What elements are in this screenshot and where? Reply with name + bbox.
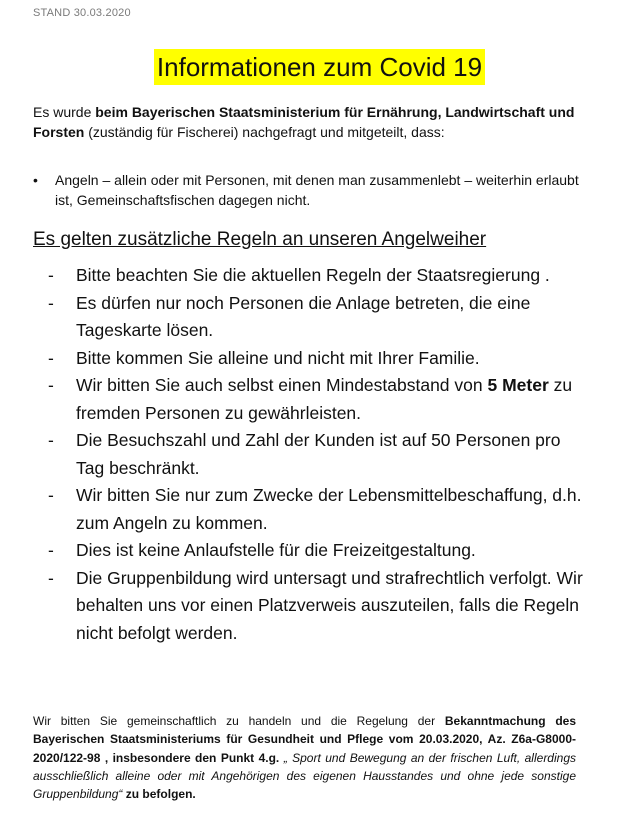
rule-text: Dies ist keine Anlaufstelle für die Freizeitgestaltung. (76, 540, 476, 560)
footer-regulation-reference: Bekanntmachung des Bayerischen Staatsministeriums für Gesundheit und Pflege vom 20.03.2020, Az. Z6a-G8000-2020/122-98 , insbesondere den Punkt 4.g. (33, 714, 577, 765)
rule-distance-bold: 5 Meter (487, 375, 549, 395)
bullet-marker: • (33, 172, 38, 188)
rule-item (48, 262, 588, 290)
rule-item (48, 290, 588, 345)
rule-dash: - (48, 375, 54, 395)
rule-dash: - (48, 485, 54, 505)
rule-item (48, 372, 588, 427)
rule-dash: - (48, 292, 54, 313)
rule-dash: - (48, 265, 54, 285)
intro-text-end: (zuständig für Fischerei) nachgefragt und mitgeteilt, dass: (84, 124, 445, 140)
footer-paragraph (33, 712, 576, 803)
intro-ministry-name: beim Bayerischen Staatsministerium für Ernährung, Landwirtschaft und Forsten (33, 104, 575, 140)
rule-item (48, 427, 588, 482)
rule-dash: - (48, 347, 54, 368)
rule-text: Bitte kommen Sie alleine und nicht mit Ihrer Familie. (76, 347, 480, 368)
rule-dash: - (48, 540, 54, 560)
rule-text-part: zu fremden Personen zu gewährleisten. (76, 375, 573, 423)
rule-item (48, 565, 588, 648)
page-title: Informationen zum Covid 19 (154, 49, 485, 85)
rule-item (48, 482, 588, 537)
rule-text: Es dürfen nur noch Personen die Anlage betreten, die eine Tageskarte lösen. (76, 292, 531, 340)
rule-text: Bitte beachten Sie die aktuellen Regeln der Staatsregierung . (76, 265, 550, 285)
bullet-item (33, 170, 593, 210)
footer-text-start: Wir bitten Sie gemeinschaftlich zu handeln und die Regelung der (33, 714, 445, 728)
rule-text: Die Besuchszahl und Zahl der Kunden ist auf 50 Personen pro Tag beschränkt. (76, 430, 561, 478)
intro-text-start: Es wurde (33, 104, 96, 120)
rule-item (48, 345, 588, 373)
footer-text-end: zu befolgen. (122, 787, 196, 802)
rule-dash: - (48, 567, 54, 588)
rule-item (48, 537, 588, 565)
bullet-text: Angeln – allein oder mit Personen, mit denen man zusammenlebt – weiterhin erlaubt ist, Gemeinschaftsfischen dagegen nicht. (55, 172, 579, 208)
stand-date: STAND 30.03.2020 (33, 7, 131, 19)
rule-text: Wir bitten Sie nur zum Zwecke der Lebensmittelbeschaffung, d.h. zum Angeln zu kommen. (76, 485, 582, 533)
rules-heading: Es gelten zusätzliche Regeln an unseren Angelweiher (33, 229, 487, 250)
rule-dash: - (48, 430, 54, 450)
footer-quote: „ Sport und Bewegung an der frischen Luft, allerdings ausschließlich alleine oder mit Angehörigen des eigenen Hausstandes und ohne jede sonstige Gruppenbildung“ (33, 750, 576, 802)
rule-text: Die Gruppenbildung wird untersagt und strafrechtlich verfolgt. Wir behalten uns vor einen Platzverweis auszuteilen, falls die Regeln nicht befolgt werden. (76, 567, 583, 643)
title-container (0, 49, 639, 85)
rule-text (76, 372, 588, 427)
intro-paragraph (33, 102, 593, 142)
rules-list (48, 262, 588, 647)
rule-text-part: Wir bitten Sie auch selbst einen Mindestabstand von (76, 375, 488, 395)
